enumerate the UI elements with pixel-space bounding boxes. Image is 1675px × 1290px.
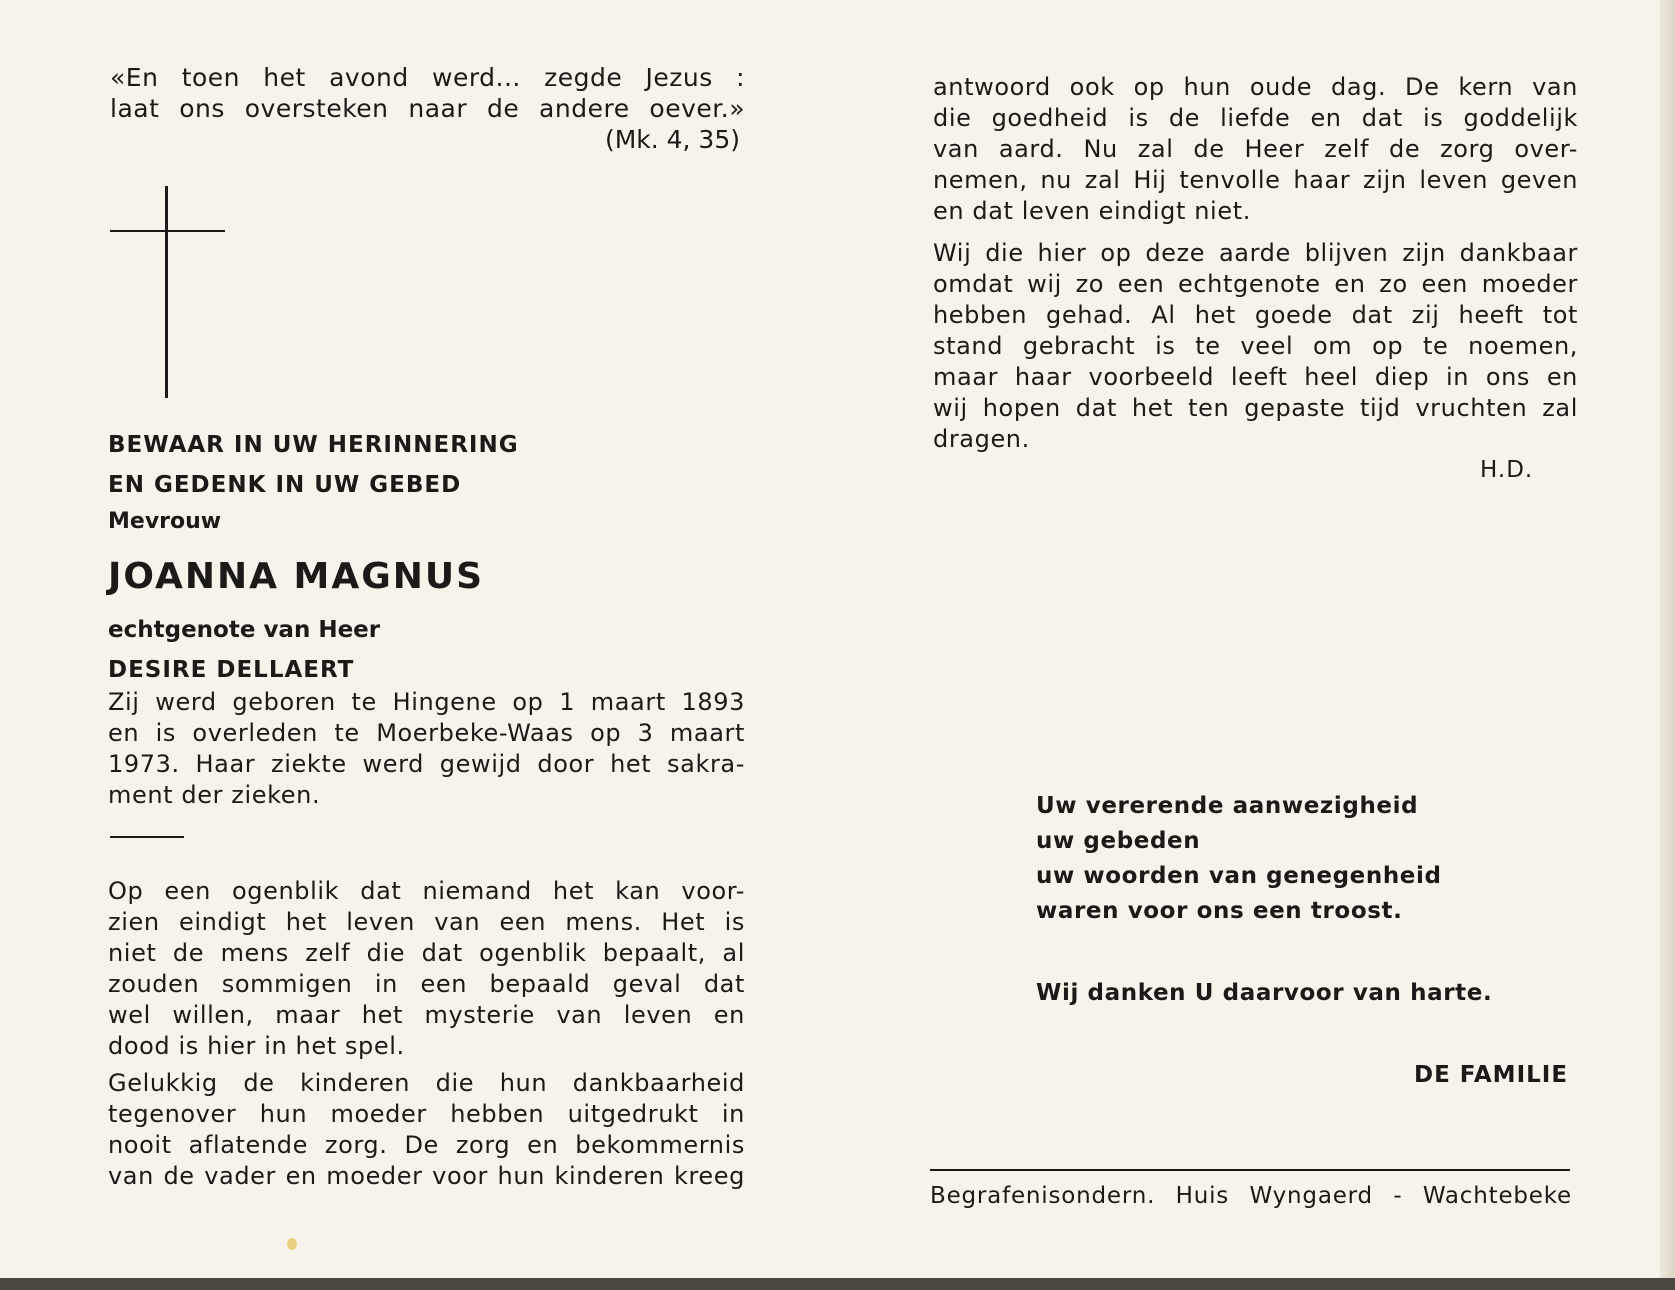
thanks-block [1036, 789, 1556, 929]
paragraph-line: nemen, nu zal Hij tenvolle haar zijn leven geven [933, 166, 1578, 194]
paragraph-line: hebben gehad. Al het goede dat zij heeft tot [933, 301, 1578, 329]
heading-line: BEWAAR IN UW HERINNERING [108, 432, 519, 458]
paragraph-line: maar haar voorbeeld leeft heel diep in ons en [933, 363, 1578, 391]
paragraph-line: en dat leven eindigt niet. [933, 197, 1251, 225]
quote-line: laat ons oversteken naar de andere oever.» [110, 94, 745, 123]
thanks-line: uw woorden van genegenheid [1036, 863, 1442, 889]
relation-text: echtgenote van Heer [108, 617, 381, 643]
funeral-director: Begrafenisondern. Huis Wyngaerd - Wachtebeke [930, 1183, 1572, 1209]
biography [108, 687, 745, 811]
bio-line: Zij werd geboren te Hingene op 1 maart 1893 [108, 688, 745, 716]
paragraph-line: dragen. [933, 425, 1030, 453]
family-paragraph [933, 238, 1578, 455]
thanks-line: Uw vererende aanwezigheid [1036, 793, 1419, 819]
paragraph-line: van de vader en moeder voor hun kinderen kreeg [108, 1162, 745, 1190]
scan-edge [0, 1278, 1675, 1290]
cross-icon [110, 186, 225, 398]
paragraph-line: zouden sommigen in een bepaald geval dat [108, 970, 745, 998]
heading-line: EN GEDENK IN UW GEBED [108, 472, 462, 498]
paragraph-line: antwoord ook op hun oude dag. De kern van [933, 73, 1578, 101]
thanks-closing: Wij danken U daarvoor van harte. [1036, 980, 1493, 1006]
paragraph-line: dood is hier in het spel. [108, 1032, 405, 1060]
paragraph-line: die goedheid is de liefde en dat is goddelijk [933, 104, 1578, 132]
paragraph-line: van aard. Nu zal de Heer zelf de zorg over- [933, 135, 1578, 163]
quote-reference: (Mk. 4, 35) [604, 125, 740, 154]
paragraph-line: Gelukkig de kinderen die hun dankbaarheid [108, 1069, 745, 1097]
thanks-line: uw gebeden [1036, 828, 1201, 854]
divider [110, 836, 184, 838]
bible-quote [110, 62, 745, 155]
honorific: Mevrouw [108, 509, 222, 534]
quote-line: «En toen het avond werd... zegde Jezus : [110, 63, 745, 92]
paragraph-line: wij hopen dat het ten gepaste tijd vruchten zal [933, 394, 1578, 422]
paragraph-line: zien eindigt het leven van een mens. Het is [108, 908, 745, 936]
bio-line: 1973. Haar ziekte werd gewijd door het sakra- [108, 750, 745, 778]
continuation-paragraph [933, 72, 1578, 227]
footer-rule [930, 1169, 1570, 1171]
bio-line: ment der zieken. [108, 781, 321, 809]
family-signature: DE FAMILIE [1414, 1062, 1569, 1088]
paragraph-line: nooit aflatende zorg. De zorg en bekommernis [108, 1131, 745, 1159]
deceased-name: JOANNA MAGNUS [108, 556, 485, 597]
paper-edge [1660, 0, 1675, 1290]
stain-mark [287, 1238, 297, 1250]
paragraph-line: Wij die hier op deze aarde blijven zijn dankbaar [933, 239, 1578, 267]
thanks-line: waren voor ons een troost. [1036, 898, 1403, 924]
spouse-name: DESIRE DELLAERT [108, 657, 355, 683]
paragraph-line: omdat wij zo een echtgenote en zo een moeder [933, 270, 1578, 298]
author-initials: H.D. [1480, 457, 1534, 483]
reflection-paragraph [108, 876, 745, 1062]
paragraph-line: wel willen, maar het mysterie van leven en [108, 1001, 745, 1029]
paragraph-line: stand gebracht is te veel om op te noemen, [933, 332, 1578, 360]
paragraph-line: niet de mens zelf die dat ogenblik bepaalt, al [108, 939, 745, 967]
bio-line: en is overleden te Moerbeke-Waas op 3 maart [108, 719, 745, 747]
paragraph-line: tegenover hun moeder hebben uitgedrukt in [108, 1100, 745, 1128]
gratitude-paragraph [108, 1068, 745, 1192]
paragraph-line: Op een ogenblik dat niemand het kan voor- [108, 877, 745, 905]
memorial-heading [108, 425, 748, 690]
